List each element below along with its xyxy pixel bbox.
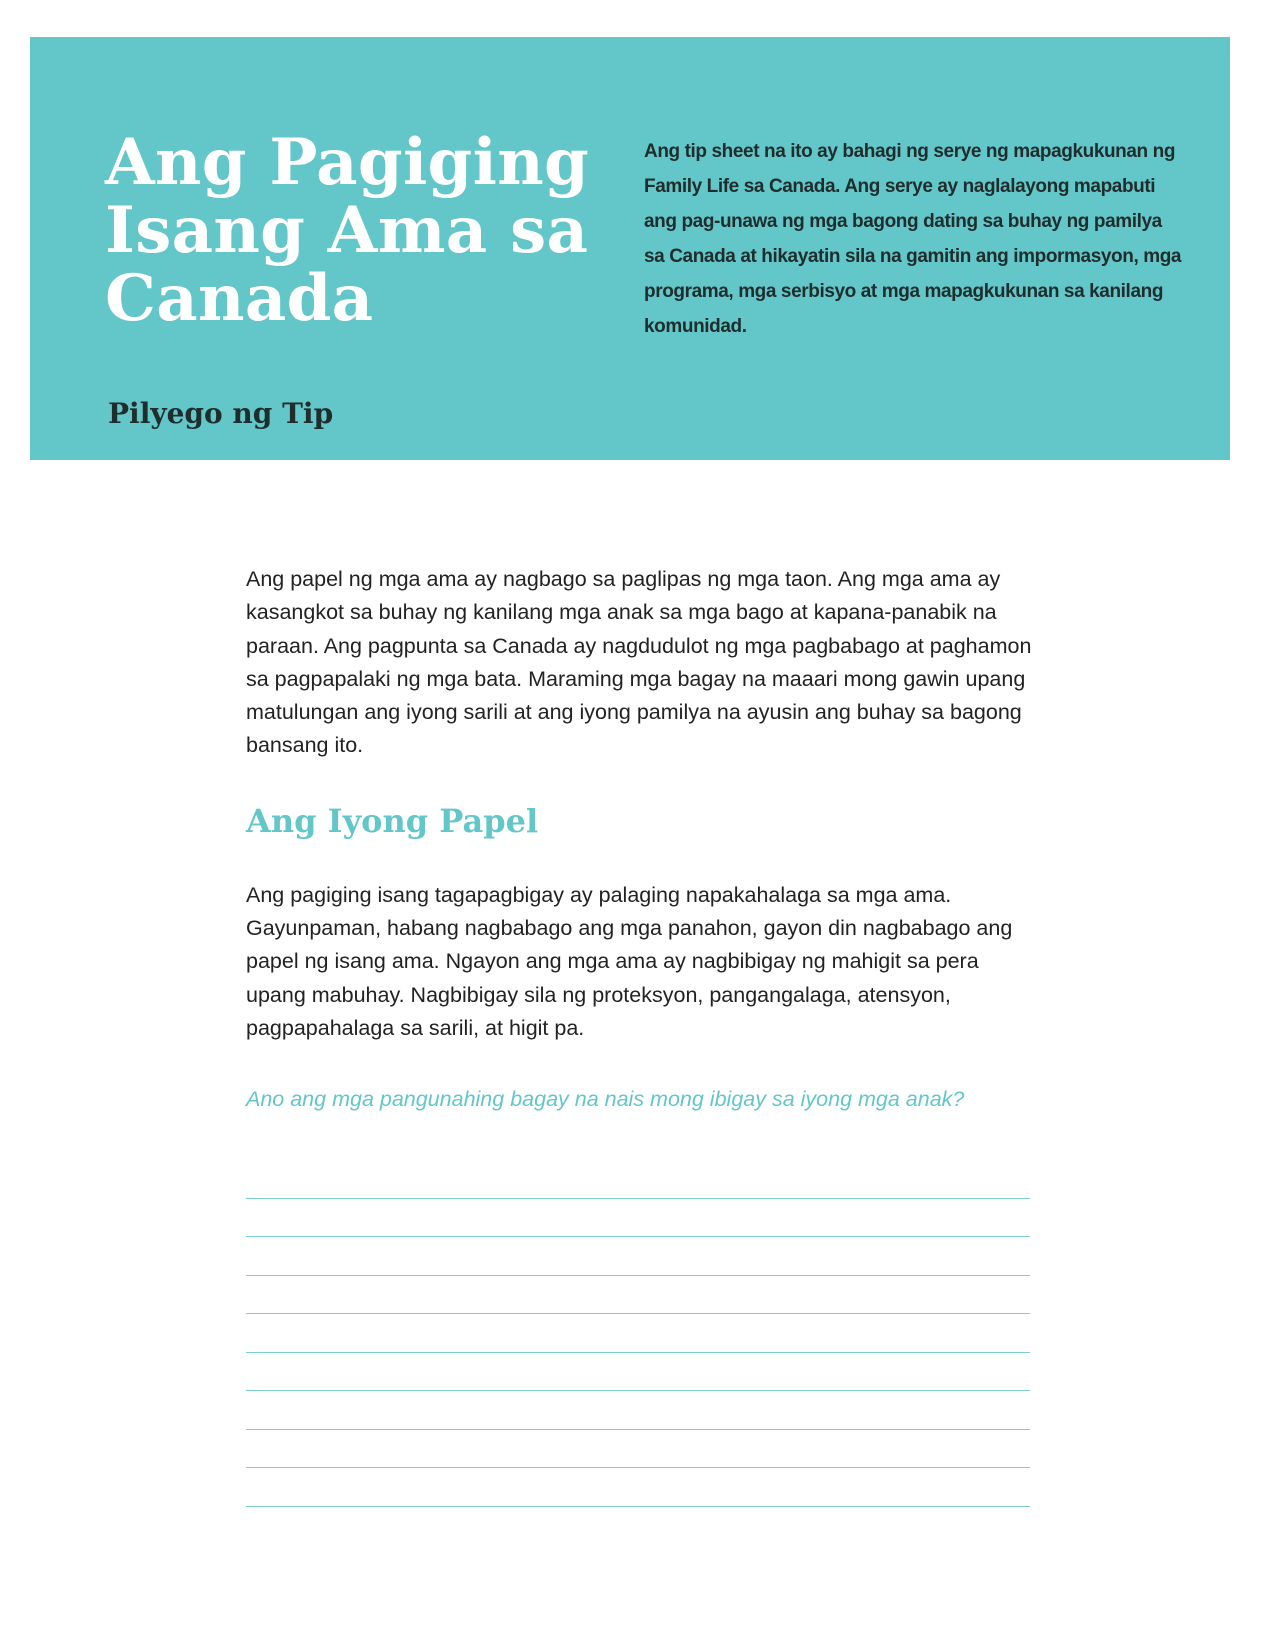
writing-line[interactable] [246,1314,1030,1353]
page-subtitle: Pilyego ng Tip [108,397,334,430]
section-heading: Ang Iyong Papel [246,801,539,840]
writing-line[interactable] [246,1468,1030,1507]
body-paragraph-1: Ang papel ng mga ama ay nagbago sa paglipas ng mga taon. Ang mga ama ay kasangkot sa buhay ng kanilang mga anak sa mga bago at kapana-panabik na paraan. Ang pagpunta sa Canada ay nagdudulot ng mga pagbabago at paghamon sa pagpapalaki ng mga bata. Maraming mga bagay na maaari mong gawin upang matulungan ang iyong sarili at ang iyong pamilya na ayusin ang buhay sa bagong bansang ito. [246,567,1032,758]
writing-line[interactable] [246,1391,1030,1430]
writing-lines[interactable] [246,1160,1030,1507]
writing-line[interactable] [246,1199,1030,1238]
body-paragraph-2: Ang pagiging isang tagapagbigay ay palaging napakahalaga sa mga ama. Gayunpaman, habang nagbabago ang mga panahon, gayon din nagbabago ang papel ng isang ama. Ngayon ang mga ama ay nagbibigay ng mahigit sa pera upang mabuhay. Nagbibigay sila ng proteksyon, pangangalaga, atensyon, pagpapahalaga sa sarili, at higit pa. [246,882,1013,1040]
writing-line[interactable] [246,1353,1030,1392]
writing-line[interactable] [246,1160,1030,1199]
writing-line[interactable] [246,1237,1030,1276]
header-banner [30,37,1230,460]
writing-line[interactable] [246,1276,1030,1315]
main-content [246,563,1036,1115]
title-line-1: Ang Pagiging [105,125,590,200]
intro-text: Ang tip sheet na ito ay bahagi ng serye ng mapagkukunan ng Family Life sa Canada. Ang serye ay naglalayong mapabuti ang pag-unawa ng mga bagong dating sa buhay ng pamilya sa Canada at hikayatin sila na gamitin ang impormasyon, mga programa, mga serbisyo at mga mapagkukunan sa kanilang komunidad. [644,141,1182,337]
title-line-3: Canada [105,261,374,336]
title-line-2: Isang Ama sa [105,193,589,268]
writing-line[interactable] [246,1430,1030,1469]
reflection-question: Ano ang mga pangunahing bagay na nais mong ibigay sa iyong mga anak? [246,1087,965,1112]
page-title [105,125,625,336]
